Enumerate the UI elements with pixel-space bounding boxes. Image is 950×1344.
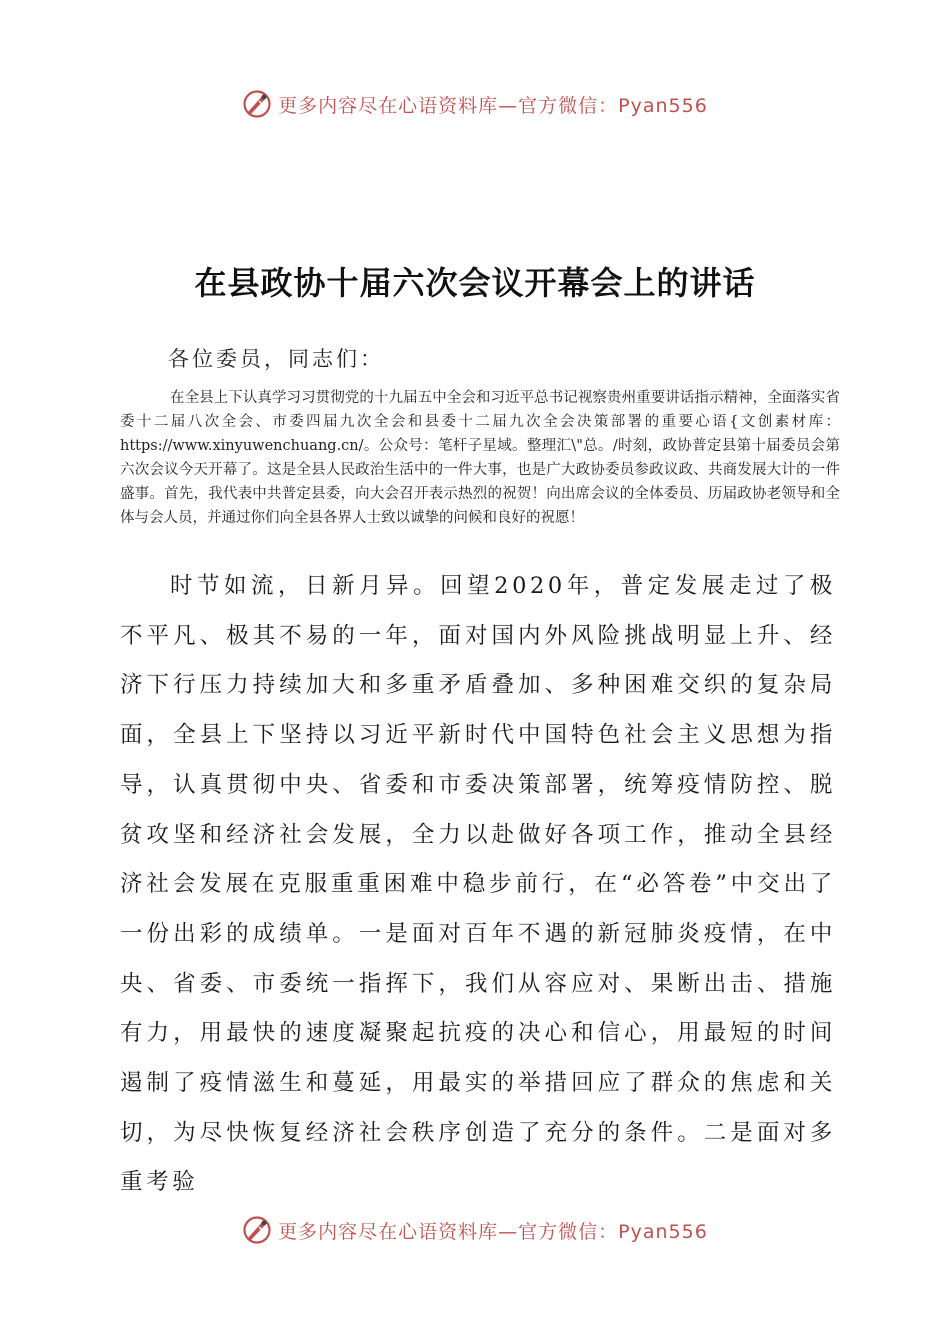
quill-pen-icon — [242, 89, 272, 119]
footer-banner — [0, 1210, 950, 1250]
salutation: 各位委员，同志们： — [168, 347, 384, 371]
header-banner — [0, 84, 950, 124]
body-paragraph: 时节如流，日新月异。回望2020年，普定发展走过了极不平凡、极其不易的一年，面对国内外风险挑战明显上升、经济下行压力持续加大和多重矛盾叠加、多种困难交织的复杂局面，全县上下坚持以习近平新时代中国特色社会主义思想为指导，认真贯彻中央、省委和市委决策部署，统筹疫情防控、脱贫攻坚和经济社会发展，全力以赴做好各项工作，推动全县经济社会发展在克服重重困难中稳步前行，在“必答卷”中交出了一份出彩的成绩单。一是面对百年不遇的新冠肺炎疫情，在中央、省委、市委统一指挥下，我们从容应对、果断出击、措施有力，用最快的速度凝聚起抗疫的决心和信心，用最短的时间遏制了疫情滋生和蔓延，用最实的举措回应了群众的焦虑和关切，为尽快恢复经济社会秩序创造了充分的条件。二是面对多重考验 — [120, 573, 836, 1196]
header-banner-text: 更多内容尽在心语资料库—官方微信：Pyan556 — [278, 94, 708, 117]
document-title: 在县政协十届六次会议开幕会上的讲话 — [194, 264, 756, 302]
quill-pen-icon — [242, 1215, 272, 1245]
intro-paragraph: 在全县上下认真学习习贯彻党的十九届五中全会和习近平总书记视察贵州重要讲话指示精神，全面落实省委十二届八次全会、市委四届九次全会和县委十二届九次全会决策部署的重要心语{文创素材库：https://www.xinyuwenchuang.cn/。公众号：笔杆子星域。整理汇\"总。/时刻，政协普定县第十届委员会第六次会议今天开幕了。这是全县人民政治生活中的一件大事，也是广大政协委员参政议政、共商发展大计的一件盛事。首先，我代表中共普定县委，向大会召开表示热烈的祝贺！向出席会议的全体委员、历届政协老领导和全体与会人员，并通过你们向全县各界人士致以诚挚的问候和良好的祝愿！ — [120, 390, 840, 526]
footer-banner-text: 更多内容尽在心语资料库—官方微信：Pyan556 — [278, 1220, 708, 1243]
